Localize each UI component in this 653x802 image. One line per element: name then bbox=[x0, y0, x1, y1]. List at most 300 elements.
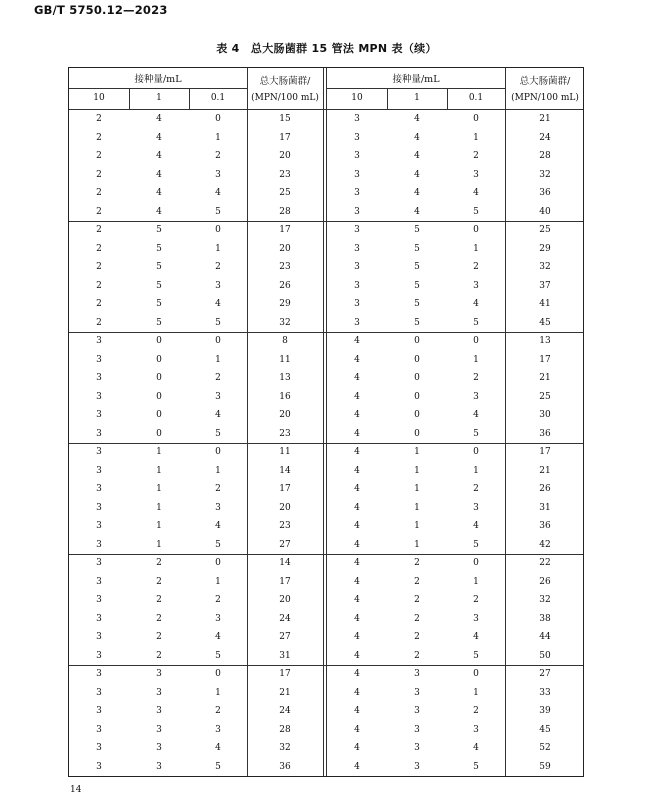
mpn-value-cell: 11 bbox=[279, 447, 291, 457]
inoculum-count-cell: 1 bbox=[414, 484, 420, 494]
unit-header-right: (MPN/100 mL) bbox=[511, 93, 579, 103]
mpn-value-cell: 20 bbox=[279, 502, 291, 513]
inoculum-count-cell: 2 bbox=[215, 595, 221, 605]
inoculum-count-cell: 4 bbox=[354, 447, 360, 457]
mpn-value-cell: 13 bbox=[539, 336, 551, 346]
col-divider bbox=[505, 68, 506, 776]
inoculum-count-cell: 4 bbox=[354, 743, 360, 753]
mpn-value-cell: 13 bbox=[279, 373, 291, 383]
inoculum-count-cell: 3 bbox=[96, 650, 102, 661]
inoculum-count-cell: 3 bbox=[473, 724, 479, 735]
mpn-value-cell: 39 bbox=[539, 706, 551, 716]
inoculum-count-cell: 0 bbox=[473, 669, 479, 679]
mpn-value-cell: 32 bbox=[539, 169, 551, 180]
inoculum-count-cell: 4 bbox=[414, 206, 420, 217]
mpn-value-cell: 17 bbox=[279, 484, 291, 494]
mpn-value-cell: 25 bbox=[279, 188, 291, 198]
inoculum-count-cell: 1 bbox=[215, 132, 221, 143]
inoculum-count-cell: 0 bbox=[156, 354, 162, 365]
mpn-value-cell: 8 bbox=[282, 336, 288, 346]
inoculum-count-cell: 0 bbox=[215, 447, 221, 457]
inoculum-count-cell: 3 bbox=[414, 743, 420, 753]
mpn-value-cell: 50 bbox=[539, 650, 551, 661]
mpn-value-cell: 32 bbox=[279, 317, 291, 328]
mpn-value-cell: 31 bbox=[279, 650, 291, 661]
inoculum-count-cell: 1 bbox=[473, 243, 479, 254]
inoculum-count-cell: 3 bbox=[354, 206, 360, 217]
mpn-value-cell: 41 bbox=[539, 299, 551, 309]
inoculum-count-cell: 3 bbox=[354, 262, 360, 272]
mpn-value-cell: 17 bbox=[279, 576, 291, 587]
inoculum-count-cell: 3 bbox=[96, 613, 102, 624]
inoculum-count-cell: 0 bbox=[215, 114, 221, 124]
inoculum-count-cell: 5 bbox=[473, 317, 479, 328]
inoculum-count-cell: 5 bbox=[473, 428, 479, 439]
inoculum-count-cell: 3 bbox=[96, 465, 102, 476]
inoculum-count-cell: 4 bbox=[156, 206, 162, 217]
inoculum-count-cell: 3 bbox=[96, 558, 102, 568]
mpn-value-cell: 30 bbox=[539, 410, 551, 420]
mpn-value-cell: 21 bbox=[279, 687, 291, 698]
inoculum-count-cell: 0 bbox=[414, 373, 420, 383]
inoculum-count-cell: 3 bbox=[96, 706, 102, 716]
mpn-value-cell: 32 bbox=[539, 595, 551, 605]
inoculum-count-cell: 1 bbox=[156, 484, 162, 494]
inoculum-count-cell: 4 bbox=[156, 169, 162, 180]
mpn-value-cell: 21 bbox=[539, 114, 551, 124]
inoculum-count-cell: 3 bbox=[215, 724, 221, 735]
inoculum-count-cell: 3 bbox=[156, 669, 162, 679]
inoculum-count-cell: 3 bbox=[96, 632, 102, 642]
inoculum-count-cell: 3 bbox=[354, 280, 360, 291]
inoculum-count-cell: 1 bbox=[473, 132, 479, 143]
inoculum-count-cell: 5 bbox=[156, 225, 162, 235]
inoculum-count-cell: 1 bbox=[414, 447, 420, 457]
inoculum-count-cell: 3 bbox=[156, 743, 162, 753]
inoculum-count-cell: 0 bbox=[473, 336, 479, 346]
inoculum-count-cell: 2 bbox=[414, 558, 420, 568]
mpn-value-cell: 36 bbox=[279, 761, 291, 772]
mpn-value-cell: 17 bbox=[539, 354, 551, 365]
inoculum-count-cell: 3 bbox=[96, 354, 102, 365]
inoculum-count-cell: 4 bbox=[354, 465, 360, 476]
inoculum-count-cell: 4 bbox=[354, 502, 360, 513]
mpn-value-cell: 29 bbox=[279, 299, 291, 309]
inoculum-count-cell: 1 bbox=[473, 354, 479, 365]
mpn-value-cell: 33 bbox=[539, 687, 551, 698]
inoculum-count-cell: 4 bbox=[354, 724, 360, 735]
inoculum-count-cell: 2 bbox=[96, 299, 102, 309]
inoculum-count-cell: 3 bbox=[96, 373, 102, 383]
inoculum-count-cell: 3 bbox=[156, 724, 162, 735]
inoculum-count-cell: 5 bbox=[473, 206, 479, 217]
mpn-value-cell: 17 bbox=[539, 447, 551, 457]
inoculum-count-cell: 4 bbox=[354, 706, 360, 716]
volume-header-0.1-right: 0.1 bbox=[468, 93, 484, 103]
inoculum-count-cell: 5 bbox=[414, 243, 420, 254]
inoculum-count-cell: 3 bbox=[414, 687, 420, 698]
mpn-table bbox=[68, 67, 584, 777]
inoculum-count-cell: 3 bbox=[96, 410, 102, 420]
unit-header-left: (MPN/100 mL) bbox=[251, 93, 319, 103]
inoculum-count-cell: 4 bbox=[354, 428, 360, 439]
mpn-value-cell: 21 bbox=[539, 465, 551, 476]
inoculum-count-cell: 4 bbox=[354, 484, 360, 494]
inoculum-count-cell: 3 bbox=[354, 188, 360, 198]
inoculum-count-cell: 0 bbox=[473, 225, 479, 235]
inoculum-count-cell: 4 bbox=[354, 354, 360, 365]
mpn-value-cell: 16 bbox=[279, 391, 291, 402]
inoculum-count-cell: 4 bbox=[473, 410, 479, 420]
volume-header-10-right: 10 bbox=[351, 93, 363, 103]
inoculum-count-cell: 0 bbox=[156, 336, 162, 346]
inoculum-count-cell: 4 bbox=[354, 669, 360, 679]
inoculum-count-cell: 0 bbox=[414, 354, 420, 365]
mpn-value-cell: 20 bbox=[279, 151, 291, 161]
inoculum-count-cell: 4 bbox=[354, 521, 360, 531]
inoculum-count-cell: 2 bbox=[473, 484, 479, 494]
inoculum-count-cell: 5 bbox=[215, 428, 221, 439]
inoculum-count-cell: 1 bbox=[156, 521, 162, 531]
inoculum-count-cell: 4 bbox=[215, 743, 221, 753]
inoculum-count-cell: 3 bbox=[354, 225, 360, 235]
inoculum-count-cell: 1 bbox=[215, 354, 221, 365]
inoculum-count-cell: 1 bbox=[156, 539, 162, 550]
inoculum-count-cell: 3 bbox=[354, 317, 360, 328]
inoculum-count-cell: 3 bbox=[473, 169, 479, 180]
inoculum-count-cell: 4 bbox=[354, 558, 360, 568]
inoculum-count-cell: 4 bbox=[354, 391, 360, 402]
center-divider-b bbox=[326, 68, 327, 776]
mpn-value-cell: 29 bbox=[539, 243, 551, 254]
mpn-value-cell: 23 bbox=[279, 428, 291, 439]
mpn-value-cell: 45 bbox=[539, 724, 551, 735]
inoculum-count-cell: 3 bbox=[96, 669, 102, 679]
inoculum-count-cell: 3 bbox=[96, 595, 102, 605]
inoculum-count-cell: 5 bbox=[414, 299, 420, 309]
mpn-value-cell: 25 bbox=[539, 225, 551, 235]
inoculum-count-cell: 5 bbox=[156, 299, 162, 309]
inoculum-count-cell: 3 bbox=[354, 132, 360, 143]
mpn-value-cell: 26 bbox=[539, 484, 551, 494]
mpn-value-cell: 24 bbox=[539, 132, 551, 143]
mpn-value-cell: 28 bbox=[539, 151, 551, 161]
inoculum-count-cell: 5 bbox=[156, 243, 162, 254]
inoculum-count-cell: 5 bbox=[156, 317, 162, 328]
inoculum-count-cell: 2 bbox=[96, 188, 102, 198]
inoculum-count-cell: 2 bbox=[156, 632, 162, 642]
inoculum-count-cell: 4 bbox=[473, 521, 479, 531]
mpn-value-cell: 59 bbox=[539, 761, 551, 772]
inoculum-count-cell: 3 bbox=[96, 761, 102, 772]
inoculum-count-cell: 3 bbox=[156, 761, 162, 772]
inoculum-count-cell: 1 bbox=[414, 502, 420, 513]
mpn-value-cell: 17 bbox=[279, 669, 291, 679]
inoculum-count-cell: 3 bbox=[96, 428, 102, 439]
inoculum-count-cell: 1 bbox=[473, 465, 479, 476]
inoculum-count-cell: 3 bbox=[414, 706, 420, 716]
mpn-value-cell: 32 bbox=[539, 262, 551, 272]
mpn-value-cell: 20 bbox=[279, 410, 291, 420]
mpn-value-cell: 37 bbox=[539, 280, 551, 291]
mpn-value-cell: 36 bbox=[539, 521, 551, 531]
inoculum-count-cell: 0 bbox=[215, 336, 221, 346]
inoculum-count-cell: 2 bbox=[96, 243, 102, 254]
inoculum-count-cell: 2 bbox=[156, 558, 162, 568]
header-mid-rule-left bbox=[69, 88, 247, 89]
inoculum-count-cell: 2 bbox=[96, 262, 102, 272]
inoculum-count-cell: 0 bbox=[473, 114, 479, 124]
group-separator bbox=[69, 332, 583, 333]
inoculum-count-cell: 4 bbox=[354, 539, 360, 550]
result-header-right: 总大肠菌群/ bbox=[519, 76, 571, 87]
inoculum-count-cell: 4 bbox=[414, 169, 420, 180]
inoculum-count-cell: 5 bbox=[215, 539, 221, 550]
inoculum-count-cell: 2 bbox=[473, 262, 479, 272]
inoculum-count-cell: 3 bbox=[414, 669, 420, 679]
inoculum-count-cell: 4 bbox=[473, 743, 479, 753]
inoculum-count-cell: 2 bbox=[473, 151, 479, 161]
mpn-value-cell: 28 bbox=[279, 724, 291, 735]
inoculum-count-cell: 0 bbox=[414, 428, 420, 439]
mpn-value-cell: 36 bbox=[539, 188, 551, 198]
inoculum-count-cell: 1 bbox=[156, 447, 162, 457]
mpn-value-cell: 26 bbox=[539, 576, 551, 587]
mpn-value-cell: 14 bbox=[279, 465, 291, 476]
inoculum-count-cell: 2 bbox=[414, 595, 420, 605]
col-divider bbox=[387, 88, 388, 109]
inoculum-count-cell: 1 bbox=[473, 576, 479, 587]
inoculum-count-cell: 3 bbox=[96, 743, 102, 753]
inoculum-count-cell: 4 bbox=[215, 188, 221, 198]
inoculum-count-cell: 0 bbox=[215, 225, 221, 235]
inoculum-count-cell: 2 bbox=[473, 595, 479, 605]
mpn-value-cell: 52 bbox=[539, 743, 551, 753]
inoculum-count-cell: 2 bbox=[215, 706, 221, 716]
inoculum-count-cell: 2 bbox=[96, 317, 102, 328]
inoculum-count-cell: 0 bbox=[414, 391, 420, 402]
inoculum-count-cell: 2 bbox=[96, 151, 102, 161]
inoculum-count-cell: 3 bbox=[215, 280, 221, 291]
inoculum-count-cell: 2 bbox=[473, 706, 479, 716]
inoculum-count-cell: 5 bbox=[215, 650, 221, 661]
col-divider bbox=[247, 68, 248, 776]
inoculum-count-cell: 4 bbox=[473, 632, 479, 642]
inoculum-count-cell: 4 bbox=[156, 188, 162, 198]
inoculum-count-cell: 5 bbox=[156, 280, 162, 291]
mpn-value-cell: 25 bbox=[539, 391, 551, 402]
col-divider bbox=[189, 88, 190, 109]
mpn-value-cell: 42 bbox=[539, 539, 551, 550]
inoculum-count-cell: 3 bbox=[96, 576, 102, 587]
inoculum-header-left: 接种量/mL bbox=[134, 74, 182, 85]
inoculum-count-cell: 3 bbox=[215, 613, 221, 624]
inoculum-count-cell: 4 bbox=[156, 151, 162, 161]
inoculum-count-cell: 3 bbox=[354, 151, 360, 161]
inoculum-count-cell: 2 bbox=[96, 132, 102, 143]
volume-header-0.1-left: 0.1 bbox=[210, 93, 226, 103]
mpn-value-cell: 20 bbox=[279, 243, 291, 254]
mpn-value-cell: 24 bbox=[279, 613, 291, 624]
inoculum-count-cell: 0 bbox=[156, 391, 162, 402]
inoculum-count-cell: 0 bbox=[414, 410, 420, 420]
inoculum-count-cell: 2 bbox=[156, 613, 162, 624]
inoculum-count-cell: 4 bbox=[354, 687, 360, 698]
mpn-value-cell: 40 bbox=[539, 206, 551, 217]
group-separator bbox=[69, 665, 583, 666]
mpn-value-cell: 45 bbox=[539, 317, 551, 328]
inoculum-count-cell: 0 bbox=[156, 428, 162, 439]
inoculum-count-cell: 5 bbox=[473, 761, 479, 772]
inoculum-count-cell: 3 bbox=[156, 706, 162, 716]
inoculum-count-cell: 4 bbox=[354, 373, 360, 383]
inoculum-count-cell: 5 bbox=[215, 317, 221, 328]
inoculum-count-cell: 4 bbox=[414, 151, 420, 161]
inoculum-count-cell: 3 bbox=[215, 502, 221, 513]
mpn-value-cell: 27 bbox=[279, 632, 291, 642]
header-mid-rule-right bbox=[327, 88, 505, 89]
inoculum-count-cell: 1 bbox=[414, 465, 420, 476]
inoculum-count-cell: 4 bbox=[473, 299, 479, 309]
group-separator bbox=[69, 554, 583, 555]
inoculum-count-cell: 5 bbox=[414, 317, 420, 328]
inoculum-count-cell: 2 bbox=[414, 650, 420, 661]
inoculum-header-right: 接种量/mL bbox=[392, 74, 440, 85]
inoculum-count-cell: 2 bbox=[215, 484, 221, 494]
mpn-value-cell: 23 bbox=[279, 169, 291, 180]
table-caption: 表 4 总大肠菌群 15 管法 MPN 表（续） bbox=[216, 42, 437, 55]
inoculum-count-cell: 3 bbox=[215, 169, 221, 180]
inoculum-count-cell: 4 bbox=[215, 521, 221, 531]
inoculum-count-cell: 0 bbox=[473, 447, 479, 457]
mpn-value-cell: 31 bbox=[539, 502, 551, 513]
inoculum-count-cell: 3 bbox=[96, 391, 102, 402]
mpn-value-cell: 38 bbox=[539, 613, 551, 624]
inoculum-count-cell: 4 bbox=[354, 761, 360, 772]
mpn-value-cell: 32 bbox=[279, 743, 291, 753]
inoculum-count-cell: 3 bbox=[96, 521, 102, 531]
inoculum-count-cell: 4 bbox=[354, 576, 360, 587]
inoculum-count-cell: 5 bbox=[473, 539, 479, 550]
center-divider-a bbox=[323, 68, 324, 776]
inoculum-count-cell: 2 bbox=[96, 225, 102, 235]
inoculum-count-cell: 1 bbox=[156, 465, 162, 476]
inoculum-count-cell: 2 bbox=[215, 373, 221, 383]
inoculum-count-cell: 3 bbox=[96, 336, 102, 346]
inoculum-count-cell: 1 bbox=[215, 243, 221, 254]
inoculum-count-cell: 4 bbox=[354, 632, 360, 642]
inoculum-count-cell: 2 bbox=[414, 632, 420, 642]
mpn-value-cell: 27 bbox=[279, 539, 291, 550]
mpn-value-cell: 26 bbox=[279, 280, 291, 291]
inoculum-count-cell: 3 bbox=[96, 539, 102, 550]
mpn-value-cell: 11 bbox=[279, 354, 291, 365]
inoculum-count-cell: 4 bbox=[156, 114, 162, 124]
inoculum-count-cell: 4 bbox=[215, 299, 221, 309]
mpn-value-cell: 15 bbox=[279, 114, 291, 124]
inoculum-count-cell: 0 bbox=[414, 336, 420, 346]
inoculum-count-cell: 4 bbox=[414, 132, 420, 143]
mpn-value-cell: 20 bbox=[279, 595, 291, 605]
inoculum-count-cell: 4 bbox=[215, 632, 221, 642]
mpn-value-cell: 36 bbox=[539, 428, 551, 439]
inoculum-count-cell: 3 bbox=[473, 502, 479, 513]
inoculum-count-cell: 3 bbox=[354, 169, 360, 180]
page-number: 14 bbox=[70, 785, 82, 795]
mpn-value-cell: 28 bbox=[279, 206, 291, 217]
col-divider bbox=[129, 88, 130, 109]
inoculum-count-cell: 0 bbox=[156, 410, 162, 420]
inoculum-count-cell: 2 bbox=[473, 373, 479, 383]
mpn-value-cell: 24 bbox=[279, 706, 291, 716]
inoculum-count-cell: 3 bbox=[473, 613, 479, 624]
group-separator bbox=[69, 443, 583, 444]
inoculum-count-cell: 3 bbox=[96, 447, 102, 457]
mpn-value-cell: 17 bbox=[279, 225, 291, 235]
inoculum-count-cell: 2 bbox=[96, 114, 102, 124]
inoculum-count-cell: 2 bbox=[156, 595, 162, 605]
mpn-value-cell: 23 bbox=[279, 262, 291, 272]
inoculum-count-cell: 3 bbox=[156, 687, 162, 698]
result-header-left: 总大肠菌群/ bbox=[259, 76, 311, 87]
inoculum-count-cell: 3 bbox=[96, 502, 102, 513]
inoculum-count-cell: 4 bbox=[473, 188, 479, 198]
inoculum-count-cell: 2 bbox=[156, 576, 162, 587]
inoculum-count-cell: 4 bbox=[354, 595, 360, 605]
inoculum-count-cell: 2 bbox=[156, 650, 162, 661]
standard-code: GB/T 5750.12—2023 bbox=[34, 3, 168, 17]
inoculum-count-cell: 3 bbox=[96, 687, 102, 698]
inoculum-count-cell: 5 bbox=[473, 650, 479, 661]
inoculum-count-cell: 4 bbox=[354, 410, 360, 420]
inoculum-count-cell: 1 bbox=[215, 576, 221, 587]
inoculum-count-cell: 4 bbox=[414, 114, 420, 124]
inoculum-count-cell: 1 bbox=[215, 465, 221, 476]
group-separator bbox=[69, 221, 583, 222]
inoculum-count-cell: 5 bbox=[414, 280, 420, 291]
inoculum-count-cell: 4 bbox=[354, 650, 360, 661]
inoculum-count-cell: 5 bbox=[414, 225, 420, 235]
inoculum-count-cell: 3 bbox=[354, 114, 360, 124]
inoculum-count-cell: 3 bbox=[473, 280, 479, 291]
inoculum-count-cell: 5 bbox=[156, 262, 162, 272]
inoculum-count-cell: 2 bbox=[96, 280, 102, 291]
inoculum-count-cell: 1 bbox=[215, 687, 221, 698]
col-divider bbox=[447, 88, 448, 109]
inoculum-count-cell: 5 bbox=[215, 761, 221, 772]
inoculum-count-cell: 0 bbox=[156, 373, 162, 383]
inoculum-count-cell: 4 bbox=[156, 132, 162, 143]
volume-header-1-left: 1 bbox=[156, 93, 162, 103]
inoculum-count-cell: 3 bbox=[473, 391, 479, 402]
inoculum-count-cell: 1 bbox=[156, 502, 162, 513]
mpn-value-cell: 21 bbox=[539, 373, 551, 383]
mpn-value-cell: 23 bbox=[279, 521, 291, 531]
mpn-value-cell: 22 bbox=[539, 558, 551, 568]
inoculum-count-cell: 3 bbox=[414, 761, 420, 772]
inoculum-count-cell: 2 bbox=[96, 206, 102, 217]
inoculum-count-cell: 2 bbox=[96, 169, 102, 180]
mpn-value-cell: 27 bbox=[539, 669, 551, 679]
mpn-value-cell: 17 bbox=[279, 132, 291, 143]
inoculum-count-cell: 3 bbox=[96, 724, 102, 735]
inoculum-count-cell: 3 bbox=[414, 724, 420, 735]
inoculum-count-cell: 2 bbox=[414, 576, 420, 587]
volume-header-1-right: 1 bbox=[414, 93, 420, 103]
mpn-value-cell: 44 bbox=[539, 632, 551, 642]
inoculum-count-cell: 0 bbox=[215, 558, 221, 568]
mpn-value-cell: 14 bbox=[279, 558, 291, 568]
